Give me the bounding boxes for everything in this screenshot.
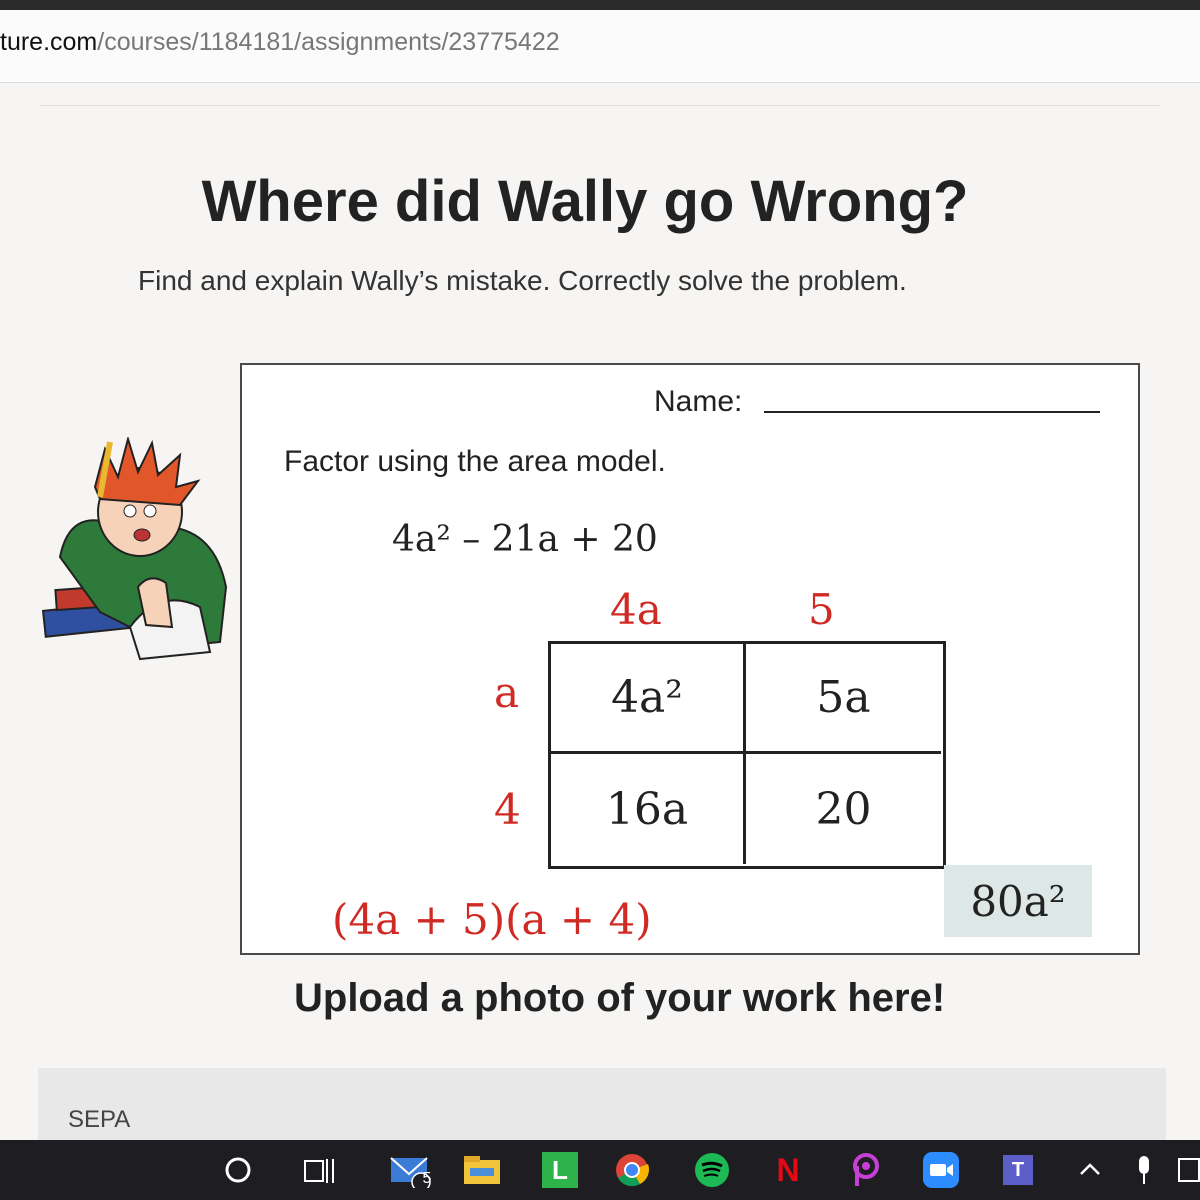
area-cell-4: 20 xyxy=(815,783,872,835)
notification-icon[interactable] xyxy=(1176,1152,1200,1188)
teams-icon[interactable]: T xyxy=(996,1152,1040,1188)
l-app-icon[interactable]: L xyxy=(540,1152,580,1188)
worksheet-card xyxy=(240,363,1140,955)
area-cell-3: 16a xyxy=(551,754,746,864)
page-title: Where did Wally go Wrong? xyxy=(201,169,969,234)
microphone-icon[interactable] xyxy=(1130,1152,1158,1188)
worksheet-instructions: Factor using the area model. xyxy=(284,445,666,478)
page-content xyxy=(0,83,1200,1140)
zoom-icon[interactable] xyxy=(920,1152,962,1188)
upload-prompt: Upload a photo of your work here! xyxy=(294,976,946,1020)
area-cell-2: 5a xyxy=(746,644,941,754)
divider xyxy=(40,105,1160,106)
section-label: SEPA xyxy=(68,1106,131,1133)
submission-panel[interactable] xyxy=(38,1068,1166,1140)
task-view-icon[interactable] xyxy=(302,1152,338,1188)
taskbar xyxy=(0,1140,1200,1200)
column-label-2: 5 xyxy=(808,585,835,634)
page-subtitle: Find and explain Wally’s mistake. Correctly solve the problem. xyxy=(138,265,907,296)
url-text[interactable] xyxy=(0,28,560,57)
row-label-1: a xyxy=(494,668,520,717)
url-domain: ture.com xyxy=(0,28,98,56)
spotify-icon[interactable] xyxy=(690,1152,734,1188)
row-label-2: 4 xyxy=(494,785,521,834)
area-cell-1: 4a² xyxy=(551,644,746,754)
cortana-circle-icon[interactable] xyxy=(222,1152,254,1188)
mail-badge: 5 xyxy=(422,1170,432,1187)
area-model-grid xyxy=(548,641,946,869)
name-line xyxy=(764,411,1100,413)
chrome-icon[interactable] xyxy=(612,1152,652,1188)
tray-arrow-icon[interactable] xyxy=(1076,1152,1104,1188)
product-box: 80a² xyxy=(944,865,1092,937)
address-bar[interactable] xyxy=(0,0,1200,83)
tab-strip xyxy=(0,0,1200,10)
column-label-1: 4a xyxy=(610,585,662,634)
name-label: Name: xyxy=(654,385,743,418)
url-path: /courses/1184181/assignments/23775422 xyxy=(97,28,560,56)
file-explorer-icon[interactable] xyxy=(460,1152,504,1188)
polynomial-expression: 4a² – 21a + 20 xyxy=(392,519,658,560)
mail-icon[interactable] xyxy=(384,1152,438,1188)
wally-illustration-icon xyxy=(40,437,230,677)
picsart-icon[interactable] xyxy=(846,1152,886,1188)
factored-answer: (4a + 5)(a + 4) xyxy=(332,895,652,944)
netflix-icon[interactable]: N xyxy=(776,1151,800,1188)
